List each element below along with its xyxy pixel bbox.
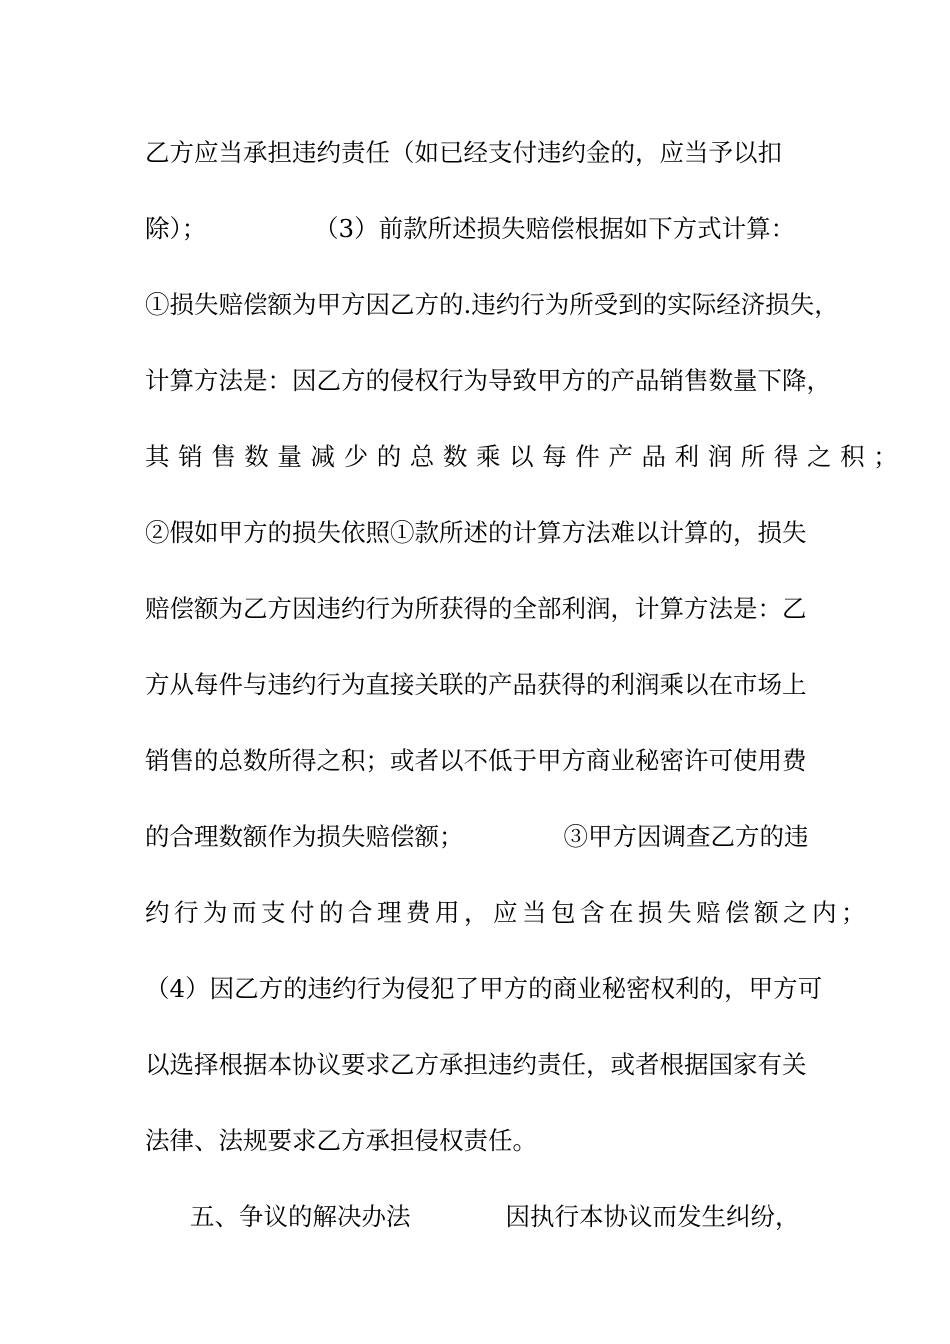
text-line — [145, 133, 815, 173]
text-line — [145, 969, 823, 1009]
text-line — [145, 665, 815, 705]
text-line — [145, 1045, 815, 1085]
text-segment: 销售的总数所得之积；或者以不低于甲方商业秘密许可使用费 — [145, 746, 807, 775]
text-segment: 约行为而支付的合理费用，应当包含在损失赔偿额之内； — [145, 898, 870, 927]
text-segment: ②假如甲方的损失依照①款所述的计算方法难以计算的，损失 — [145, 518, 807, 547]
text-line — [145, 513, 815, 553]
text-line — [145, 817, 815, 857]
text-line — [145, 589, 815, 629]
text-line — [145, 741, 815, 781]
text-segment: 计算方法是：因乙方的侵权行为导致甲方的产品销售数量下降， — [145, 366, 831, 395]
text-segment: 除）； — [145, 214, 207, 243]
text-segment: （4）因乙方的违约行为侵犯了甲方的商业秘密权利的，甲方可 — [145, 974, 823, 1003]
text-line — [145, 1121, 815, 1161]
text-segment: （3）前款所述损失赔偿根据如下方式计算： — [326, 214, 796, 243]
text-segment: 以选择根据本协议要求乙方承担违约责任，或者根据国家有关 — [145, 1050, 807, 1079]
text-line — [145, 893, 870, 933]
text-segment: 赔偿额为乙方因违约行为所获得的全部利润，计算方法是：乙 — [145, 594, 807, 623]
text-segment: ③甲方因调查乙方的违 — [563, 822, 809, 851]
text-segment: 其销售数量减少的总数乘以每件产品利润所得之积； — [145, 442, 907, 471]
text-line — [145, 361, 831, 401]
text-line — [145, 437, 907, 477]
text-segment: 方从每件与违约行为直接关联的产品获得的利润乘以在市场上 — [145, 670, 807, 699]
text-segment: 因执行本协议而发生纠纷， — [505, 1202, 800, 1231]
text-segment: 法律、法规要求乙方承担侵权责任。 — [145, 1126, 537, 1155]
text-line — [145, 285, 839, 325]
text-segment: 乙方应当承担违约责任（如已经支付违约金的，应当予以扣 — [145, 138, 782, 167]
text-segment: ①损失赔偿额为甲方因乙方的.违约行为所受到的实际经济损失， — [145, 290, 839, 319]
section-heading: 五、争议的解决办法 — [190, 1202, 411, 1231]
text-segment: 的合理数额作为损失赔偿额； — [145, 822, 464, 851]
section-heading-line — [190, 1197, 815, 1237]
text-line — [145, 209, 815, 249]
